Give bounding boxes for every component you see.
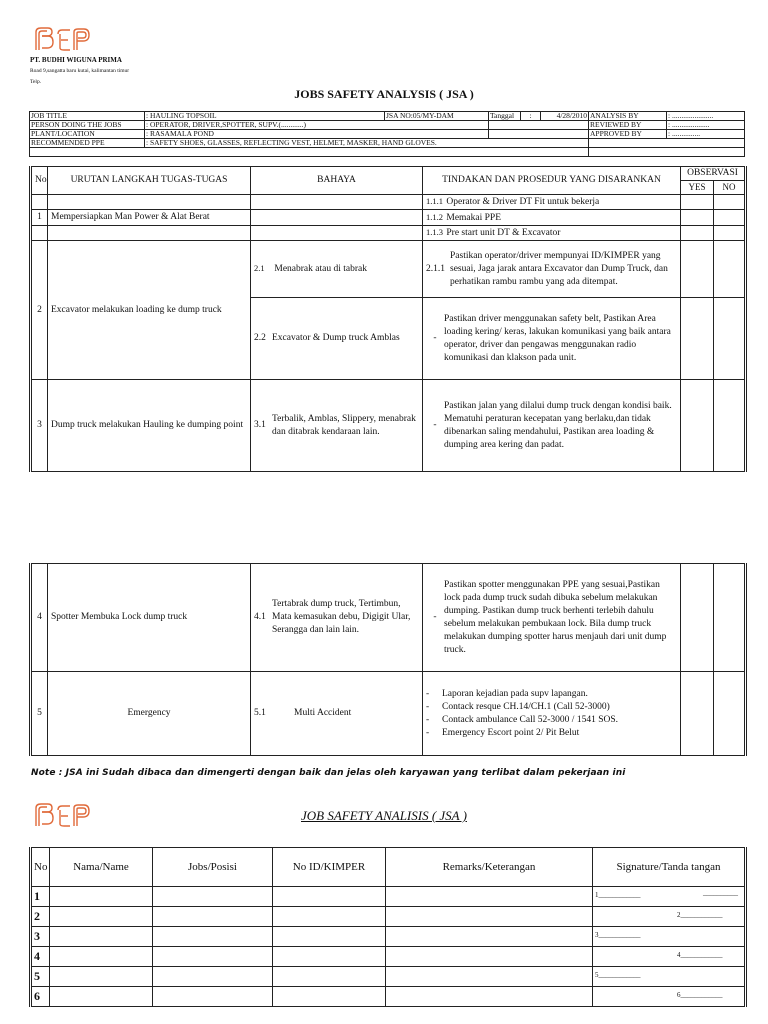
emergency-action: - Laporan kejadian pada supv lapangan. xyxy=(426,688,588,699)
sig-signature-field[interactable]: 4____________ xyxy=(593,947,746,967)
plant-value: : RASAMALA POND xyxy=(145,130,489,139)
document-title: JOBS SAFETY ANALYSIS ( JSA ) xyxy=(294,87,474,101)
sig-jobs-field[interactable] xyxy=(153,887,273,907)
sig-jobs-field[interactable] xyxy=(153,927,273,947)
reviewed-by-label: REVIEWED BY xyxy=(589,121,667,130)
row4-action: - Pastikan spotter menggunakan PPE yang sesuai,Pastikan lock pada dump truck sudah dibuka sebelum melakukan dumping. Pastikan dump truck berhenti terlebih dahulu sebelum melakukan pembukaan lock. Bila dump truck melakukan dumping spotter harus menjauh dari unit dump truck. xyxy=(423,564,681,672)
sig-col-id: No ID/KIMPER xyxy=(273,848,386,887)
sig-id-field[interactable] xyxy=(273,907,386,927)
row1-step: Mempersiapkan Man Power & Alat Berat xyxy=(48,210,251,226)
row4-no: 4 xyxy=(31,564,48,672)
emergency-action: - Emergency Escort point 2/ Pit Belut xyxy=(426,727,580,738)
row3-no: 3 xyxy=(31,380,48,472)
tanggal-value: 4/28/2010 xyxy=(541,112,589,121)
sig-row-no: 5 xyxy=(31,967,50,987)
sig-signature-field[interactable]: 3____________ xyxy=(593,927,746,947)
jsa-number: JSA NO:05/MY-DAM xyxy=(385,112,489,121)
sig-id-field[interactable] xyxy=(273,887,386,907)
ppe-label: RECOMMENDED PPE xyxy=(30,139,145,148)
sig-name-field[interactable] xyxy=(50,927,153,947)
empty-cell xyxy=(589,148,745,157)
col-no: No xyxy=(31,167,48,195)
row3-action: - Pastikan jalan yang dilalui dump truck dengan kondisi baik. Mematuhi peraturan kecepatan yang berlaku,dan tidak dibenarkan saling mendahului, Pastikan area loading & dumping area kering dan padat. xyxy=(423,380,681,472)
sig-row-no: 2 xyxy=(31,907,50,927)
jsa-steps-table xyxy=(29,166,747,472)
row4-hazard: 4.1 Tertabrak dump truck, Tertimbun, Mata kemasukan debu, Digigit Ular, Serangga dan lain lain. xyxy=(251,564,423,672)
company-telp: Telp. xyxy=(30,79,42,85)
note-text: Note : JSA ini Sudah dibaca dan dimengerti dengan baik dan jelas oleh karyawan yang terlibat dalam pekerjaan ini xyxy=(31,768,626,778)
row2-hazard-1: 2.1 Menabrak atau di tabrak xyxy=(251,241,423,298)
sig-name-field[interactable] xyxy=(50,967,153,987)
sig-row-no: 1 xyxy=(31,887,50,907)
signature-table xyxy=(29,847,747,1007)
empty-cell xyxy=(489,130,589,139)
sig-remarks-field[interactable] xyxy=(386,887,593,907)
sig-remarks-field[interactable] xyxy=(386,947,593,967)
person-value: : OPERATOR, DRIVER,SPOTTER, SUPV.(............) xyxy=(145,121,489,130)
col-yes: YES xyxy=(681,181,714,195)
tanggal-label: Tanggal xyxy=(489,112,521,121)
company-logo xyxy=(32,24,94,54)
col-action: TINDAKAN DAN PROSEDUR YANG DISARANKAN xyxy=(423,167,681,195)
tanggal-sep: : xyxy=(521,112,541,121)
sig-remarks-field[interactable] xyxy=(386,927,593,947)
row2-action-2: - Pastikan driver menggunakan safety belt, Pastikan Area loading kering/ keras, lakukan komunikasi yang baik antara operator, driver dan pengawas menggunakan radio komunikasi dan klakson pada unit. xyxy=(423,298,681,380)
company-name: PT. BUDHI WIGUNA PRIMA xyxy=(30,56,122,64)
sig-name-field[interactable] xyxy=(50,907,153,927)
job-title-label: JOB TITLE xyxy=(30,112,145,121)
sig-signature-field[interactable]: 1____________ __________ xyxy=(593,887,746,907)
row3-hazard: 3.1 Terbalik, Amblas, Slippery, menabrak dan ditabrak kendaraan lain. xyxy=(251,380,423,472)
sig-jobs-field[interactable] xyxy=(153,907,273,927)
sig-jobs-field[interactable] xyxy=(153,947,273,967)
person-label: PERSON DOING THE JOBS xyxy=(30,121,145,130)
sig-remarks-field[interactable] xyxy=(386,907,593,927)
row4-step: Spotter Membuka Lock dump truck xyxy=(48,564,251,672)
jsa-steps-table-continued xyxy=(29,563,747,756)
plant-label: PLANT/LOCATION xyxy=(30,130,145,139)
ppe-value: : SAFETY SHOES, GLASSES, REFLECTING VEST, HELMET, MASKER, HAND GLOVES. xyxy=(145,139,589,148)
action-1-1-2: 1.1.2 Memakai PPE xyxy=(423,210,681,226)
sig-name-field[interactable] xyxy=(50,947,153,967)
sig-jobs-field[interactable] xyxy=(153,967,273,987)
company-address: Road 9,sangatta baru kutai, kalimantan timur xyxy=(30,68,130,74)
sig-name-field[interactable] xyxy=(50,887,153,907)
row2-action-1: 2.1.1 Pastikan operator/driver mempunyai ID/KIMPER yang sesuai, Jaga jarak antara Excavator dan Dump Truck, dan perhatikan rambu rambu yang ada ditempat. xyxy=(423,241,681,298)
job-title-value: : HAULING TOPSOIL xyxy=(145,112,385,121)
sig-remarks-field[interactable] xyxy=(386,967,593,987)
sig-id-field[interactable] xyxy=(273,947,386,967)
emergency-action: - Contack ambulance Call 52-3000 / 1541 SOS. xyxy=(426,714,618,725)
analysis-by-value: : ...................... xyxy=(667,112,745,121)
col-hazard: BAHAYA xyxy=(251,167,423,195)
action-1-1-1: 1.1.1 Operator & Driver DT Fit untuk bekerja xyxy=(423,195,681,210)
sig-jobs-field[interactable] xyxy=(153,987,273,1007)
row3-step: Dump truck melakukan Hauling ke dumping point xyxy=(48,380,251,472)
row2-hazard-2: 2.2 Excavator & Dump truck Amblas xyxy=(251,298,423,380)
empty-cell xyxy=(30,148,589,157)
empty-cell xyxy=(489,121,589,130)
sig-signature-field[interactable]: 6____________ xyxy=(593,987,746,1007)
action-1-1-3: 1.1.3 Pre start unit DT & Excavator xyxy=(423,226,681,241)
row5-hazard: 5.1 Multi Accident xyxy=(251,672,423,756)
sig-col-no: No xyxy=(31,848,50,887)
sig-signature-field[interactable]: 2____________ xyxy=(593,907,746,927)
row5-actions xyxy=(423,672,681,756)
sig-col-jobs: Jobs/Posisi xyxy=(153,848,273,887)
approved-by-label: APPROVED BY xyxy=(589,130,667,139)
row2-no: 2 xyxy=(31,241,48,380)
analysis-by-label: ANALYSIS BY xyxy=(589,112,667,121)
sig-row-no: 6 xyxy=(31,987,50,1007)
row1-no: 1 xyxy=(31,210,48,226)
sig-id-field[interactable] xyxy=(273,987,386,1007)
row2-step: Excavator melakukan loading ke dump truck xyxy=(48,241,251,380)
sig-signature-field[interactable]: 5____________ xyxy=(593,967,746,987)
sig-col-remarks: Remarks/Keterangan xyxy=(386,848,593,887)
sig-row-no: 4 xyxy=(31,947,50,967)
approved-by-value: : ............... xyxy=(667,130,745,139)
reviewed-by-value: : .................... xyxy=(667,121,745,130)
empty-cell xyxy=(589,139,745,148)
sig-row-no: 3 xyxy=(31,927,50,947)
col-observasi: OBSERVASI xyxy=(681,167,746,181)
sig-name-field[interactable] xyxy=(50,987,153,1007)
emergency-action: - Contack resque CH.14/CH.1 (Call 52-3000) xyxy=(426,701,610,712)
col-no-obs: NO xyxy=(714,181,746,195)
row5-no: 5 xyxy=(31,672,48,756)
sig-col-signature: Signature/Tanda tangan xyxy=(593,848,746,887)
row5-step: Emergency xyxy=(48,672,251,756)
header-info-table xyxy=(29,111,745,157)
col-steps: URUTAN LANGKAH TUGAS-TUGAS xyxy=(48,167,251,195)
sig-id-field[interactable] xyxy=(273,927,386,947)
sig-col-name: Nama/Name xyxy=(50,848,153,887)
sig-id-field[interactable] xyxy=(273,967,386,987)
signature-section-title: JOB SAFETY ANALISIS ( JSA ) xyxy=(301,808,467,823)
sig-remarks-field[interactable] xyxy=(386,987,593,1007)
